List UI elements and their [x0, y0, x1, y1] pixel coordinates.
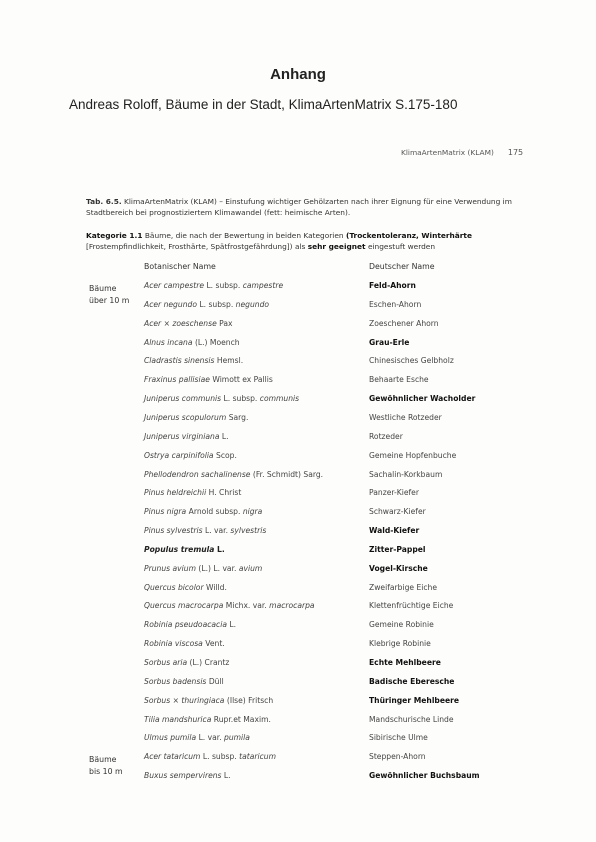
- botanical-name: [144, 338, 240, 347]
- botanical-author: Scop.: [213, 450, 237, 460]
- botanical-taxon: Populus tremula: [144, 544, 215, 554]
- german-name: Gemeine Hopfenbuche: [369, 450, 457, 460]
- botanical-taxon: sylvestris: [230, 526, 267, 536]
- german-name: Schwarz-Kiefer: [369, 507, 426, 517]
- running-head: [401, 148, 523, 157]
- botanical-name: [144, 677, 224, 686]
- group-label-line: Bäume: [89, 284, 117, 293]
- page-number: 175: [507, 148, 524, 157]
- german-name: Vogel-Kirsche: [369, 563, 428, 573]
- category-text-4: eingestuft werden: [367, 242, 436, 251]
- botanical-taxon: Fraxinus pallisiae: [144, 375, 210, 385]
- botanical-name: [144, 752, 276, 761]
- page-title: Anhang: [270, 66, 326, 83]
- botanical-taxon: Pinus heldreichii: [144, 488, 207, 498]
- botanical-name: [144, 639, 225, 648]
- table-caption: [86, 196, 516, 218]
- table-row: [0, 696, 596, 712]
- botanical-taxon: Robinia viscosa: [144, 639, 203, 649]
- botanical-taxon: Acer negundo: [144, 299, 197, 309]
- botanical-taxon: Buxus sempervirens: [144, 771, 222, 781]
- german-name: Rotzeder: [369, 431, 403, 441]
- category-text-1: Bäume, die nach der Bewertung in beiden Kategorien: [144, 231, 344, 240]
- table-row: [0, 413, 596, 429]
- botanical-author: L. var.: [202, 526, 231, 536]
- german-name: Klettenfrüchtige Eiche: [369, 601, 454, 611]
- botanical-taxon: zoeschense: [172, 318, 217, 328]
- table-row: [0, 432, 596, 448]
- botanical-name: [144, 319, 233, 328]
- botanical-taxon: Acer campestre: [144, 281, 205, 290]
- botanical-name: [144, 545, 225, 554]
- botanical-author: Düll: [206, 676, 224, 686]
- caption-label: Tab. 6.5.: [86, 197, 122, 206]
- german-name: Behaarte Esche: [369, 375, 429, 385]
- botanical-author: L. subsp.: [196, 299, 236, 309]
- botanical-name: [144, 356, 243, 365]
- botanical-name: [144, 526, 266, 535]
- botanical-taxon: negundo: [235, 299, 270, 309]
- botanical-name: [144, 394, 299, 403]
- table-row: [0, 526, 596, 542]
- botanical-taxon: communis: [259, 394, 300, 404]
- botanical-taxon: macrocarpa: [269, 601, 315, 611]
- botanical-author: L.: [221, 771, 231, 781]
- botanical-author: ×: [170, 695, 182, 705]
- german-name: Thüringer Mehlbeere: [369, 695, 460, 705]
- table-row: [0, 620, 596, 636]
- botanical-author: Pax: [216, 318, 233, 328]
- botanical-author: L. subsp.: [204, 281, 243, 290]
- botanical-name: [144, 696, 273, 705]
- table-row: [0, 319, 596, 335]
- botanical-author: (Ilse) Fritsch: [224, 695, 274, 705]
- german-name: Sachalin-Korkbaum: [369, 469, 443, 479]
- table-row: [0, 356, 596, 372]
- botanical-taxon: Ostrya carpinifolia: [144, 450, 214, 460]
- german-name: Westliche Rotzeder: [369, 412, 442, 422]
- botanical-taxon: Pinus sylvestris: [144, 526, 203, 536]
- botanical-name: [144, 658, 229, 667]
- table-row: [0, 601, 596, 617]
- botanical-author: Vent.: [202, 639, 225, 649]
- german-name: Echte Mehlbeere: [369, 658, 441, 667]
- botanical-name: [144, 451, 237, 460]
- group-label-line: über 10 m: [89, 296, 130, 305]
- table-row: [0, 281, 596, 297]
- german-name: Zweifarbige Eiche: [369, 582, 438, 592]
- german-name: Gemeine Robinie: [369, 620, 434, 630]
- page-subtitle: Andreas Roloff, Bäume in der Stadt, KlimaArtenMatrix S.175-180: [69, 97, 458, 112]
- german-name: Mandschurische Linde: [369, 714, 454, 724]
- botanical-taxon: Ulmus pumila: [144, 733, 197, 743]
- category-text-2: [Frostempfindlichkeit, Frosthärte, Spätfrostgefährdung]): [86, 242, 293, 251]
- german-name: Badische Eberesche: [369, 676, 455, 686]
- botanical-taxon: Cladrastis sinensis: [144, 356, 215, 366]
- botanical-taxon: Sorbus: [144, 695, 171, 705]
- botanical-author: Michx. var.: [223, 601, 270, 611]
- category-heading: [86, 230, 516, 252]
- botanical-name: [144, 583, 227, 592]
- botanical-name: [144, 601, 315, 610]
- botanical-taxon: Tilia mandshurica: [144, 714, 212, 724]
- category-bold-2: sehr geeignet: [307, 242, 366, 251]
- botanical-author: L. var.: [196, 733, 225, 743]
- botanical-name: [144, 733, 250, 742]
- german-name: Zoeschener Ahorn: [369, 318, 439, 328]
- botanical-taxon: Quercus bicolor: [144, 582, 204, 592]
- botanical-author: (Fr. Schmidt) Sarg.: [250, 469, 324, 479]
- table-row: [0, 470, 596, 486]
- table-row: [0, 639, 596, 655]
- german-name: Eschen-Ahorn: [369, 299, 422, 309]
- botanical-taxon: Juniperus virginiana: [144, 431, 220, 441]
- german-name: Gewöhnlicher Wacholder: [369, 394, 476, 404]
- table-row: [0, 394, 596, 410]
- table-row: [0, 451, 596, 467]
- botanical-taxon: avium: [238, 563, 263, 573]
- table-row: [0, 300, 596, 316]
- botanical-taxon: thuringiaca: [181, 695, 225, 705]
- table-row: [0, 338, 596, 354]
- botanical-taxon: Acer tataricum: [144, 752, 201, 762]
- botanical-author: L.: [227, 620, 237, 630]
- category-label: Kategorie 1.1: [86, 231, 143, 240]
- botanical-taxon: Acer: [144, 318, 162, 328]
- botanical-author: L.: [219, 431, 229, 441]
- botanical-author: Rupr.et Maxim.: [211, 714, 271, 724]
- botanical-taxon: campestre: [242, 281, 284, 290]
- botanical-author: Wimott ex Pallis: [209, 375, 273, 385]
- table-row: [0, 507, 596, 523]
- botanical-name: [144, 432, 229, 441]
- botanical-taxon: Pinus nigra: [144, 507, 187, 517]
- group-label-line: Bäume: [89, 755, 117, 764]
- table-row: [0, 677, 596, 693]
- column-header-botanical: Botanischer Name: [144, 262, 216, 271]
- botanical-author: Arnold subsp.: [186, 507, 243, 517]
- botanical-taxon: Alnus incana: [144, 337, 193, 347]
- table-row: [0, 488, 596, 504]
- german-name: Wald-Kiefer: [369, 526, 420, 536]
- botanical-name: [144, 564, 262, 573]
- column-header-german: Deutscher Name: [369, 262, 435, 271]
- caption-text: KlimaArtenMatrix (KLAM) – Einstufung wichtiger Gehölzarten nach ihrer Eignung für eine Verwendung im Stadtbereich bei prognostiziertem Klimawandel (fett: heimische Arten).: [86, 197, 512, 217]
- german-name: Sibirische Ulme: [369, 733, 428, 743]
- table-row: [0, 545, 596, 561]
- botanical-author: L.: [214, 544, 225, 554]
- table-row: [0, 771, 596, 787]
- botanical-taxon: tataricum: [239, 752, 277, 762]
- german-name: Grau-Erle: [369, 337, 410, 347]
- botanical-name: [144, 620, 236, 629]
- botanical-taxon: Robinia pseudoacacia: [144, 620, 227, 630]
- botanical-author: L. subsp.: [200, 752, 240, 762]
- german-name: Feld-Ahorn: [369, 281, 416, 290]
- botanical-author: L. subsp.: [221, 394, 260, 404]
- botanical-name: [144, 375, 273, 384]
- botanical-author: (L.) Moench: [192, 337, 240, 347]
- botanical-taxon: Prunus avium: [144, 563, 196, 573]
- botanical-author: ×: [161, 318, 173, 328]
- botanical-taxon: Sorbus aria: [144, 658, 188, 667]
- german-name: Steppen-Ahorn: [369, 752, 426, 762]
- german-name: Zitter-Pappel: [369, 544, 426, 554]
- botanical-taxon: Sorbus badensis: [144, 676, 207, 686]
- botanical-name: [144, 281, 283, 290]
- german-name: Chinesisches Gelbholz: [369, 356, 454, 366]
- botanical-name: [144, 771, 231, 780]
- botanical-name: [144, 300, 269, 309]
- botanical-author: (L.) Crantz: [187, 658, 230, 667]
- german-name: Panzer-Kiefer: [369, 488, 419, 498]
- table-row: [0, 564, 596, 580]
- table-row: [0, 375, 596, 391]
- table-row: [0, 658, 596, 674]
- botanical-name: [144, 488, 241, 497]
- botanical-name: [144, 470, 323, 479]
- botanical-author: (L.) L. var.: [195, 563, 239, 573]
- botanical-author: Willd.: [203, 582, 227, 592]
- table-row: [0, 715, 596, 731]
- category-text-3: als: [294, 242, 306, 251]
- botanical-name: [144, 507, 262, 516]
- table-row: [0, 733, 596, 749]
- botanical-taxon: Quercus macrocarpa: [144, 601, 224, 611]
- botanical-taxon: pumila: [224, 733, 250, 743]
- table-row: [0, 752, 596, 768]
- category-bold-1: (Trockentoleranz, Winterhärte: [345, 231, 472, 240]
- botanical-author: Hemsl.: [214, 356, 244, 366]
- botanical-name: [144, 413, 248, 422]
- botanical-author: H. Christ: [206, 488, 242, 498]
- group-label-line: bis 10 m: [89, 767, 123, 776]
- botanical-taxon: Juniperus communis: [144, 394, 222, 404]
- german-name: Gewöhnlicher Buchsbaum: [369, 771, 480, 781]
- german-name: Klebrige Robinie: [369, 639, 431, 649]
- botanical-taxon: Phellodendron sachalinense: [144, 469, 251, 479]
- botanical-taxon: Juniperus scopulorum: [144, 412, 227, 422]
- botanical-name: [144, 715, 271, 724]
- table-row: [0, 583, 596, 599]
- botanical-taxon: nigra: [242, 507, 263, 517]
- running-head-text: KlimaArtenMatrix (KLAM): [401, 148, 494, 157]
- botanical-author: Sarg.: [226, 412, 249, 422]
